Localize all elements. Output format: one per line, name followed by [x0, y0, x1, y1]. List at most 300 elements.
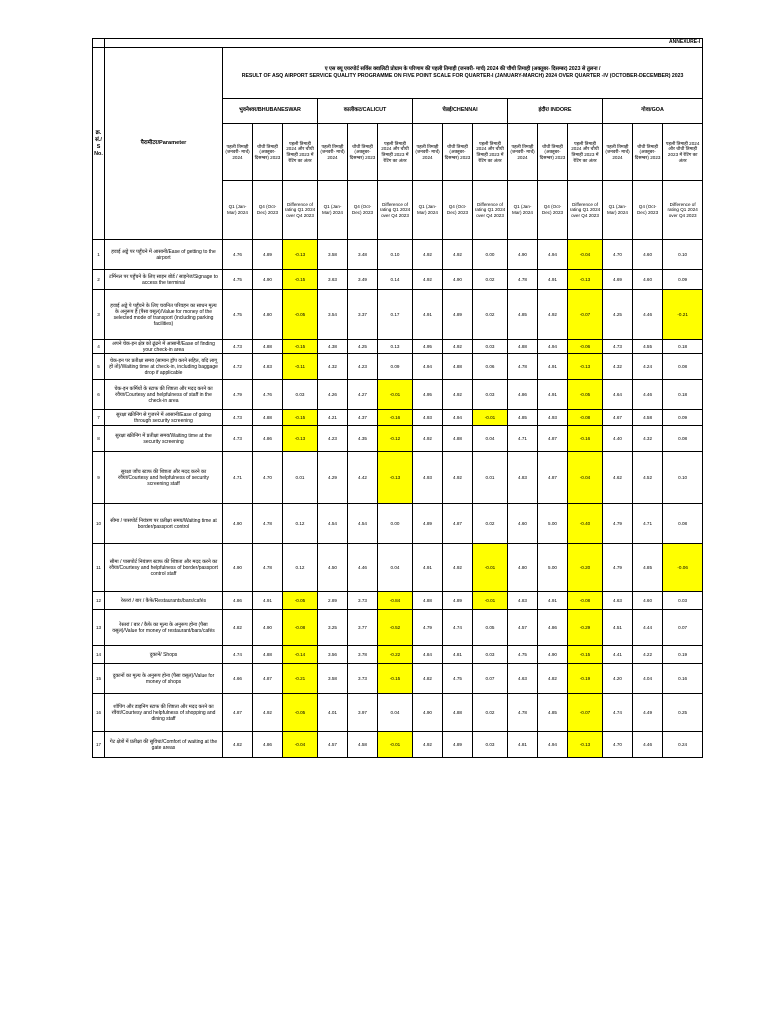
rating-cell: 4.60: [633, 592, 663, 610]
rating-cell: 4.92: [443, 240, 473, 270]
rating-cell: 4.88: [443, 694, 473, 732]
rating-cell: 4.86: [508, 380, 538, 410]
sub-header-english: Difference of rating Q1 2024 over Q4 2023: [283, 181, 318, 240]
sub-header-hindi: चौथी तिमाही (अक्तूबर- दिसम्बर) 2023: [348, 124, 378, 181]
difference-cell: 0.06: [473, 354, 508, 380]
rating-cell: 4.93: [413, 410, 443, 426]
difference-cell: -0.13: [568, 732, 603, 758]
difference-cell: -0.08: [568, 410, 603, 426]
sub-header-hindi: पहली तिमाही 2024 और चौथी तिमाही 2023 में रेटिंग का अंतर: [663, 124, 703, 181]
rating-cell: 3.37: [348, 290, 378, 340]
annexure-label: ANNEXURE-I: [663, 39, 703, 48]
annexure-row: [93, 39, 703, 48]
rating-cell: 4.80: [253, 290, 283, 340]
rating-cell: 4.44: [633, 610, 663, 646]
rating-cell: 4.92: [413, 732, 443, 758]
rating-cell: 4.76: [223, 240, 253, 270]
table-row: [93, 426, 703, 452]
difference-cell: -0.16: [378, 410, 413, 426]
parameter-cell: सुरक्षा जाँच स्टाफ की शिष्टता और मदद करने का रवैया/Courtesy and helpfulness of security screening staff: [105, 452, 223, 504]
rating-cell: 4.92: [413, 270, 443, 290]
row-number: 16: [93, 694, 105, 732]
difference-cell: 0.02: [473, 504, 508, 544]
rating-cell: 4.90: [223, 504, 253, 544]
rating-cell: 4.60: [633, 270, 663, 290]
sub-header-english: Q4 (Oct-Dec) 2023: [253, 181, 283, 240]
difference-cell: -0.13: [283, 426, 318, 452]
city-header: कालीकट/CALICUT: [318, 99, 413, 124]
rating-cell: 4.74: [603, 694, 633, 732]
rating-cell: 4.74: [443, 610, 473, 646]
rating-cell: 4.87: [538, 452, 568, 504]
sub-header-hindi: पहली तिमाही (जनवरी- मार्च) 2024: [223, 124, 253, 181]
rating-cell: 4.60: [508, 504, 538, 544]
difference-cell: -0.13: [568, 354, 603, 380]
parameter-cell: हवाई अड्डे पर पहुँचने में आसानी/Ease of getting to the airport: [105, 240, 223, 270]
rating-cell: 4.79: [603, 544, 633, 592]
rating-cell: 4.04: [633, 664, 663, 694]
parameter-cell: सीमा / पासपोर्ट नियंत्रण स्टाफ की शिष्टता और मदद करने का रवैया/Courtesy and helpfulness of border/passport control staff: [105, 544, 223, 592]
row-number: 2: [93, 270, 105, 290]
difference-cell: 0.00: [378, 504, 413, 544]
parameter-cell: शॉपिंग और डाइनिंग स्टाफ की शिष्टता और मदद करने का रवैया/Courtesy and helpfulness of shopping and dining staff: [105, 694, 223, 732]
rating-cell: 4.76: [253, 380, 283, 410]
rating-cell: 4.75: [508, 646, 538, 664]
rating-cell: 4.92: [443, 544, 473, 592]
difference-cell: -0.13: [568, 270, 603, 290]
rating-cell: 4.94: [538, 240, 568, 270]
rating-cell: 3.78: [348, 646, 378, 664]
rating-cell: 4.82: [538, 664, 568, 694]
rating-cell: 4.87: [538, 426, 568, 452]
rating-cell: 4.46: [633, 732, 663, 758]
rating-cell: 4.57: [508, 610, 538, 646]
rating-cell: 4.90: [253, 270, 283, 290]
sub-header-english: Difference of rating Q1 2024 over Q4 2023: [568, 181, 603, 240]
rating-cell: 4.90: [508, 240, 538, 270]
row-number: 1: [93, 240, 105, 270]
table-title: [223, 48, 703, 99]
difference-cell: -0.22: [378, 646, 413, 664]
parameter-cell: सुरक्षा स्क्रीनिंग से गुजरने में आसानी/Ease of going through security screening: [105, 410, 223, 426]
difference-cell: -0.15: [283, 340, 318, 354]
sub-header-hindi: पहली तिमाही 2024 और चौथी तिमाही 2023 में रेटिंग का अंतर: [473, 124, 508, 181]
rating-cell: 4.41: [603, 646, 633, 664]
rating-cell: 4.80: [508, 544, 538, 592]
rating-cell: 4.89: [443, 592, 473, 610]
difference-cell: -0.04: [283, 732, 318, 758]
difference-cell: 0.09: [378, 354, 413, 380]
rating-cell: 4.63: [603, 592, 633, 610]
asq-results-table: [92, 38, 703, 758]
parameter-cell: चेक-इन कर्मियों के स्टाफ की शिष्टता और मदद करने का रवैया/Courtesy and helpfulness of staff in the check-in area: [105, 380, 223, 410]
rating-cell: 4.25: [348, 340, 378, 354]
difference-cell: 0.18: [663, 340, 703, 354]
difference-cell: -0.06: [663, 544, 703, 592]
rating-cell: 4.24: [633, 354, 663, 380]
rating-cell: 4.52: [633, 452, 663, 504]
rating-cell: 4.72: [223, 354, 253, 380]
difference-cell: -0.11: [283, 354, 318, 380]
row-number: 5: [93, 354, 105, 380]
rating-cell: 4.85: [538, 694, 568, 732]
rating-cell: 4.85: [508, 410, 538, 426]
rating-cell: 4.87: [443, 504, 473, 544]
parameter-cell: सुरक्षा स्क्रीनिंग में प्रतीक्षा समय/Waiting time at the security screening: [105, 426, 223, 452]
difference-cell: 0.03: [473, 380, 508, 410]
difference-cell: 0.09: [663, 270, 703, 290]
rating-cell: 4.82: [223, 732, 253, 758]
rating-cell: 4.32: [603, 354, 633, 380]
rating-cell: 4.42: [348, 452, 378, 504]
title-hindi: ए एस क्यू एयरपोर्ट सर्विस क्वालिटी प्रोग्राम के परिणाम की पहली तिमाही (जनवरी- मार्च) 2024 की चौथी तिमाही (अक्तूबर- दिसम्बर) 2023 से तुलना /: [324, 66, 601, 72]
difference-cell: -0.13: [378, 452, 413, 504]
parameter-cell: हवाई अड्डे पे पहुँचने के लिए चयनित परिवहन का साधन मूल्य के अनुरूप है (पैसा वसूल)/Value for money of the selected mode of transport (including parking facilities): [105, 290, 223, 340]
difference-cell: -0.08: [568, 592, 603, 610]
difference-cell: -0.21: [283, 664, 318, 694]
rating-cell: 4.46: [633, 290, 663, 340]
rating-cell: 4.91: [538, 380, 568, 410]
rating-cell: 4.83: [508, 592, 538, 610]
sub-header-english: Difference of rating Q1 2024 over Q4 2023: [663, 181, 703, 240]
rating-cell: 4.79: [223, 380, 253, 410]
rating-cell: 4.66: [223, 664, 253, 694]
rating-cell: 4.88: [253, 340, 283, 354]
rating-cell: 3.73: [348, 592, 378, 610]
rating-cell: 4.25: [603, 290, 633, 340]
rating-cell: 4.23: [318, 426, 348, 452]
difference-cell: 0.12: [283, 544, 318, 592]
difference-cell: 0.18: [663, 380, 703, 410]
rating-cell: 4.26: [318, 380, 348, 410]
rating-cell: 4.89: [443, 732, 473, 758]
rating-cell: 4.88: [253, 410, 283, 426]
row-number: 11: [93, 544, 105, 592]
parameter-cell: सीमा / पासपोर्ट नियंत्रण पर प्रतीक्षा समय/Waiting time at border/passport control: [105, 504, 223, 544]
rating-cell: 4.71: [508, 426, 538, 452]
table-row: [93, 646, 703, 664]
rating-cell: 4.38: [318, 340, 348, 354]
rating-cell: 4.40: [603, 426, 633, 452]
rating-cell: 4.92: [413, 240, 443, 270]
difference-cell: -0.04: [568, 452, 603, 504]
difference-cell: 0.10: [663, 452, 703, 504]
rating-cell: 4.74: [223, 646, 253, 664]
difference-cell: 0.05: [473, 610, 508, 646]
rating-cell: 4.89: [413, 504, 443, 544]
rating-cell: 4.46: [633, 380, 663, 410]
row-number: 13: [93, 610, 105, 646]
difference-cell: -0.15: [283, 270, 318, 290]
difference-cell: -0.29: [568, 610, 603, 646]
table-row: [93, 664, 703, 694]
rating-cell: 4.83: [253, 354, 283, 380]
rating-cell: 5.00: [538, 544, 568, 592]
table-row: [93, 610, 703, 646]
difference-cell: -0.01: [378, 732, 413, 758]
rating-cell: 4.90: [443, 270, 473, 290]
rating-cell: 4.63: [508, 664, 538, 694]
rating-cell: 4.57: [318, 732, 348, 758]
rating-cell: 4.75: [223, 290, 253, 340]
rating-cell: 4.32: [633, 426, 663, 452]
row-number: 8: [93, 426, 105, 452]
difference-cell: -0.04: [568, 240, 603, 270]
difference-cell: 0.04: [378, 694, 413, 732]
rating-cell: 4.78: [508, 354, 538, 380]
rating-cell: 3.77: [348, 610, 378, 646]
difference-cell: 0.08: [663, 426, 703, 452]
rating-cell: 4.21: [318, 410, 348, 426]
sub-header-hindi: पहली तिमाही 2024 और चौथी तिमाही 2023 में रेटिंग का अंतर: [378, 124, 413, 181]
rating-cell: 4.27: [348, 380, 378, 410]
difference-cell: -0.07: [568, 290, 603, 340]
row-number: 6: [93, 380, 105, 410]
row-number: 15: [93, 664, 105, 694]
difference-cell: -0.13: [283, 240, 318, 270]
difference-cell: -0.21: [663, 290, 703, 340]
sub-header-english: Q1 (Jan-Mar) 2024: [413, 181, 443, 240]
table-row: [93, 694, 703, 732]
rating-cell: 4.32: [318, 354, 348, 380]
rating-cell: 4.87: [253, 664, 283, 694]
difference-cell: 0.13: [378, 340, 413, 354]
rating-cell: 5.00: [538, 504, 568, 544]
city-header: चेन्नई/CHENNAI: [413, 99, 508, 124]
rating-cell: 3.58: [318, 664, 348, 694]
sub-header-hindi: पहली तिमाही 2024 और चौथी तिमाही 2023 में रेटिंग का अंतर: [568, 124, 603, 181]
difference-cell: 0.08: [663, 354, 703, 380]
difference-cell: -0.05: [283, 592, 318, 610]
sub-header-hindi: पहली तिमाही 2024 और चौथी तिमाही 2023 में रेटिंग का अंतर: [283, 124, 318, 181]
sub-header-hindi: पहली तिमाही (जनवरी- मार्च) 2024: [318, 124, 348, 181]
difference-cell: 0.02: [473, 270, 508, 290]
rating-cell: 3.63: [318, 270, 348, 290]
sub-header-english: Q1 (Jan-Mar) 2024: [508, 181, 538, 240]
difference-cell: -0.08: [283, 610, 318, 646]
table-row: [93, 452, 703, 504]
rating-cell: 4.92: [413, 426, 443, 452]
rating-cell: 4.79: [413, 610, 443, 646]
rating-cell: 4.88: [253, 646, 283, 664]
sub-header-english: Q4 (Oct-Dec) 2023: [633, 181, 663, 240]
rating-cell: 4.86: [253, 732, 283, 758]
sub-header-english: Q1 (Jan-Mar) 2024: [603, 181, 633, 240]
rating-cell: 4.91: [538, 592, 568, 610]
rating-cell: 4.91: [253, 592, 283, 610]
difference-cell: 0.24: [663, 732, 703, 758]
rating-cell: 4.23: [348, 354, 378, 380]
rating-cell: 4.87: [223, 694, 253, 732]
rating-cell: 4.60: [633, 240, 663, 270]
table-row: [93, 290, 703, 340]
sub-header-english: Q4 (Oct-Dec) 2023: [348, 181, 378, 240]
parameter-cell: रेस्तरां / बार / कैफे/Restaurants/bars/cafés: [105, 592, 223, 610]
rating-cell: 4.95: [413, 380, 443, 410]
rating-cell: 4.88: [443, 426, 473, 452]
row-number: 12: [93, 592, 105, 610]
rating-cell: 4.73: [223, 426, 253, 452]
difference-cell: 0.03: [283, 380, 318, 410]
rating-cell: 4.22: [633, 646, 663, 664]
difference-cell: -0.14: [283, 646, 318, 664]
difference-cell: 0.19: [663, 646, 703, 664]
rating-cell: 4.58: [633, 410, 663, 426]
rating-cell: 4.69: [603, 270, 633, 290]
rating-cell: 4.94: [538, 340, 568, 354]
row-number: 4: [93, 340, 105, 354]
difference-cell: -0.01: [378, 380, 413, 410]
difference-cell: -0.15: [568, 646, 603, 664]
rating-cell: 4.78: [508, 694, 538, 732]
difference-cell: 0.01: [473, 452, 508, 504]
difference-cell: 0.16: [663, 664, 703, 694]
rating-cell: 4.73: [223, 340, 253, 354]
sub-header-hindi: पहली तिमाही (जनवरी- मार्च) 2024: [413, 124, 443, 181]
parameter-header: पैरामीटर/Parameter: [105, 48, 223, 240]
table-row: [93, 240, 703, 270]
rating-cell: 4.93: [413, 452, 443, 504]
difference-cell: -0.05: [283, 694, 318, 732]
rating-cell: 4.91: [538, 270, 568, 290]
difference-cell: 0.14: [378, 270, 413, 290]
rating-cell: 4.94: [413, 354, 443, 380]
sub-header-hindi: चौथी तिमाही (अक्तूबर- दिसम्बर) 2023: [538, 124, 568, 181]
rating-cell: 4.37: [348, 410, 378, 426]
table-row: [93, 504, 703, 544]
difference-cell: -0.01: [473, 544, 508, 592]
row-number: 17: [93, 732, 105, 758]
title-english: RESULT OF ASQ AIRPORT SERVICE QUALITY PROGRAMME ON FIVE POINT SCALE FOR QUARTER-I (JANUARY-MARCH) 2024 OVER QUARTER -IV (OCTOBER-DECEMBER) 2023: [241, 73, 684, 79]
table-row: [93, 592, 703, 610]
rating-cell: 4.85: [508, 290, 538, 340]
row-number: 7: [93, 410, 105, 426]
rating-cell: 4.92: [443, 452, 473, 504]
rating-cell: 4.62: [603, 452, 633, 504]
rating-cell: 4.70: [603, 240, 633, 270]
difference-cell: -0.20: [568, 544, 603, 592]
rating-cell: 4.78: [253, 504, 283, 544]
row-number: 9: [93, 452, 105, 504]
parameter-cell: रेस्तरां / बार / कैफे का मूल्य के अनुरूप होना (पैसा वसूल)/Value for money of restaurant/bars/cafés: [105, 610, 223, 646]
rating-cell: 3.25: [318, 610, 348, 646]
parameter-cell: चेक-इन पर प्रतीक्षा समय (सामान ड्रॉप करने सहित, यदि लागू हो तो)/Waiting time at check-in, including baggage drop if applicable: [105, 354, 223, 380]
rating-cell: 4.01: [318, 694, 348, 732]
rating-cell: 4.46: [348, 544, 378, 592]
difference-cell: -0.01: [473, 410, 508, 426]
parameter-cell: दुकानों का मूल्य के अनुरूप होना (पैसा वसूल)/Value for money of shops: [105, 664, 223, 694]
rating-cell: 4.79: [603, 504, 633, 544]
difference-cell: 0.03: [473, 732, 508, 758]
city-header: इंदौर/ INDORE: [508, 99, 603, 124]
table-row: [93, 732, 703, 758]
rating-cell: 4.70: [253, 452, 283, 504]
rating-cell: 4.90: [413, 694, 443, 732]
rating-cell: 4.94: [443, 410, 473, 426]
difference-cell: 0.02: [473, 290, 508, 340]
rating-cell: 4.86: [538, 610, 568, 646]
difference-cell: 0.09: [663, 410, 703, 426]
rating-cell: 4.81: [443, 646, 473, 664]
rating-cell: 4.90: [538, 646, 568, 664]
corner-cell: [93, 39, 105, 48]
difference-cell: 0.10: [663, 240, 703, 270]
difference-cell: 0.08: [663, 504, 703, 544]
rating-cell: 3.73: [348, 664, 378, 694]
difference-cell: -0.05: [283, 290, 318, 340]
rating-cell: 4.93: [538, 410, 568, 426]
annexure-sheet: [92, 38, 701, 758]
sub-header-hindi: पहली तिमाही (जनवरी- मार्च) 2024: [508, 124, 538, 181]
rating-cell: 4.94: [538, 732, 568, 758]
rating-cell: 3.54: [318, 290, 348, 340]
difference-cell: 0.04: [378, 544, 413, 592]
rating-cell: 4.35: [348, 426, 378, 452]
row-number: 10: [93, 504, 105, 544]
sub-header-hindi: चौथी तिमाही (अक्तूबर- दिसम्बर) 2023: [633, 124, 663, 181]
sub-header-hindi: चौथी तिमाही (अक्तूबर- दिसम्बर) 2023: [443, 124, 473, 181]
rating-cell: 4.78: [253, 544, 283, 592]
rating-cell: 4.88: [413, 592, 443, 610]
rating-cell: 4.20: [603, 664, 633, 694]
rating-cell: 4.81: [508, 732, 538, 758]
rating-cell: 3.58: [318, 240, 348, 270]
rating-cell: 4.50: [318, 544, 348, 592]
rating-cell: 4.75: [223, 270, 253, 290]
rating-cell: 4.55: [633, 340, 663, 354]
rating-cell: 4.73: [223, 410, 253, 426]
rating-cell: 4.58: [348, 732, 378, 758]
rating-cell: 4.73: [603, 340, 633, 354]
difference-cell: 0.03: [663, 592, 703, 610]
rating-cell: 4.75: [443, 664, 473, 694]
sub-header-hindi: चौथी तिमाही (अक्तूबर- दिसम्बर) 2023: [253, 124, 283, 181]
rating-cell: 4.95: [413, 340, 443, 354]
table-row: [93, 410, 703, 426]
difference-cell: -0.40: [568, 504, 603, 544]
sub-header-english: Q1 (Jan-Mar) 2024: [223, 181, 253, 240]
sub-header-english: Difference of rating Q1 2024 over Q4 2023: [378, 181, 413, 240]
rating-cell: 4.90: [223, 544, 253, 592]
rating-cell: 4.78: [508, 270, 538, 290]
title-row: [93, 48, 703, 99]
rating-cell: 4.91: [413, 290, 443, 340]
difference-cell: 0.25: [663, 694, 703, 732]
difference-cell: 0.07: [473, 664, 508, 694]
difference-cell: 0.04: [473, 426, 508, 452]
rating-cell: 3.56: [318, 646, 348, 664]
difference-cell: -0.01: [473, 592, 508, 610]
difference-cell: -0.12: [378, 426, 413, 452]
row-number: 14: [93, 646, 105, 664]
sub-header-english: Q4 (Oct-Dec) 2023: [538, 181, 568, 240]
difference-cell: 0.03: [473, 646, 508, 664]
rating-cell: 4.49: [633, 694, 663, 732]
rating-cell: 4.83: [508, 452, 538, 504]
rating-cell: 4.51: [603, 610, 633, 646]
difference-cell: 0.10: [378, 240, 413, 270]
difference-cell: -0.06: [568, 340, 603, 354]
rating-cell: 4.71: [633, 504, 663, 544]
sub-header-hindi: पहली तिमाही (जनवरी- मार्च) 2024: [603, 124, 633, 181]
table-row: [93, 544, 703, 592]
difference-cell: -0.07: [568, 694, 603, 732]
rating-cell: 3.48: [348, 240, 378, 270]
rating-cell: 3.49: [348, 270, 378, 290]
parameter-cell: दुकानें/ Shops: [105, 646, 223, 664]
rating-cell: 4.88: [508, 340, 538, 354]
sno-header: क्र.सं./ S No.: [93, 48, 105, 240]
